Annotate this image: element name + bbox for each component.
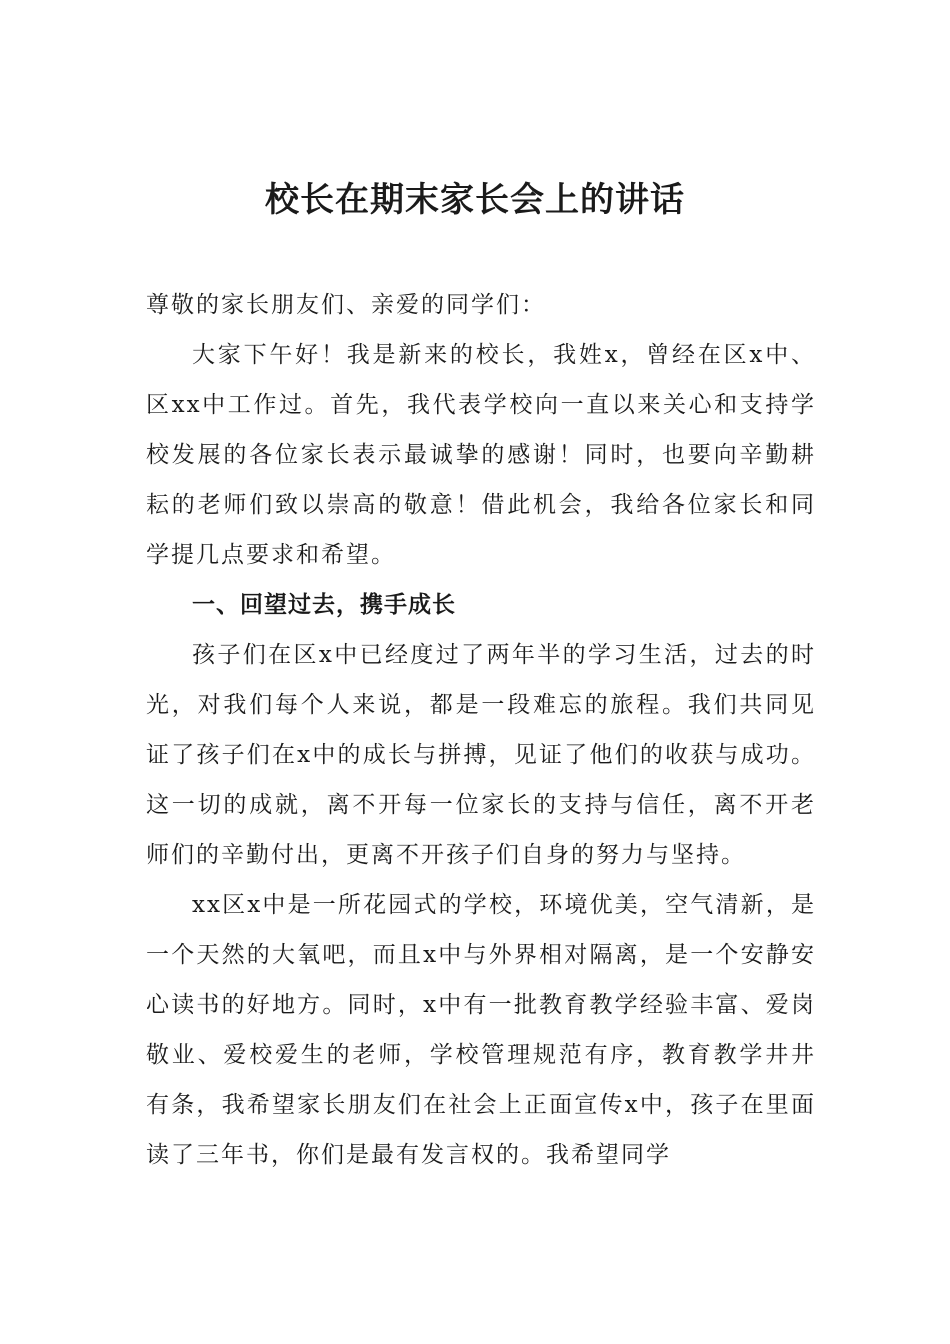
section-heading: 一、回望过去，携手成长 [192,592,456,618]
paragraph-intro: 大家下午好！我是新来的校长，我姓x，曾经在区x中、区xx中工作过。首先，我代表学校向一直以来关心和支持学校发展的各位家长表示最诚挚的感谢！同时，也要向辛勤耕耘的老师们致以崇高的敬意！借此机会，我给各位家长和同学提几点要求和希望。 [146,342,816,568]
paragraph-review: 孩子们在区x中已经度过了两年半的学习生活，过去的时光，对我们每个人来说，都是一段难忘的旅程。我们共同见证了孩子们在x中的成长与拼搏，见证了他们的收获与成功。这一切的成就，离不开每一位家长的支持与信任，离不开老师们的辛勤付出，更离不开孩子们自身的努力与坚持。 [146,642,816,868]
document-title: 校长在期末家长会上的讲话 [265,180,685,220]
salutation: 尊敬的家长朋友们、亲爱的同学们： [146,292,546,318]
paragraph-school: xx区x中是一所花园式的学校，环境优美，空气清新，是一个天然的大氧吧，而且x中与外界相对隔离，是一个安静安心读书的好地方。同时，x中有一批教育教学经验丰富、爱岗敬业、爱校爱生的老师，学校管理规范有序，教育教学井井有条，我希望家长朋友们在社会上正面宣传x中，孩子在里面读了三年书，你们是最有发言权的。我希望同学 [146,892,816,1168]
document-body [146,280,816,1180]
